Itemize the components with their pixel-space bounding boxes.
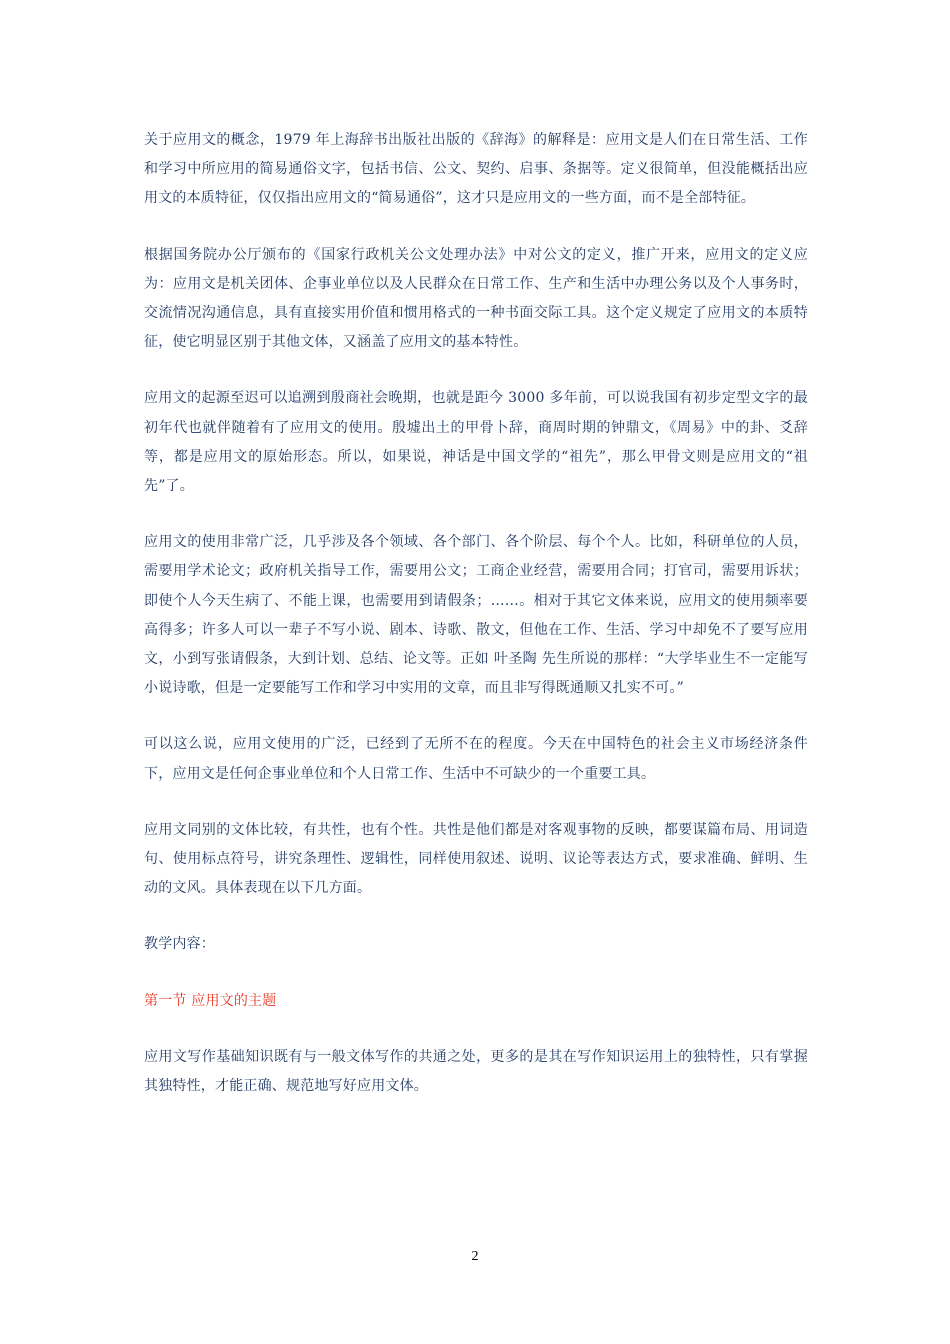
section-heading: 第一节 应用文的主题 <box>144 992 277 1009</box>
page-number: 2 <box>471 1249 479 1264</box>
paragraph-comparison: 应用文同别的文体比较，有共性，也有个性。共性是他们都是对客观事物的反映，都要谋篇布局、用词造句、使用标点符号，讲究条理性、逻辑性，同样使用叙述、说明、议论等表达方式，要求准确、鲜明、生动的文风。具体表现在以下几方面。 <box>144 821 808 897</box>
paragraph-teaching-content: 教学内容： <box>144 936 215 953</box>
paragraph-usage: 应用文的使用非常广泛，几乎涉及各个领域、各个部门、各个阶层、每个个人。比如，科研单位的人员，需要用学术论文；政府机关指导工作，需要用公文；工商企业经营，需要用合同；打官司，需要用诉状；即使个人今天生病了、不能上课，也需要用到请假条；……。相对于其它文体来说，应用文的使用频率要高得多；许多人可以一辈子不写小说、剧本、诗歌、散文，但他在工作、生活、学习中却免不了要写应用文，小到写张请假条，大到计划、总结、论文等。正如 叶圣陶 先生所说的那样：“大学毕业生不一定能写小说诗歌，但是一定要能写工作和学习中实用的文章，而且非写得既通顺又扎实不可。” <box>144 534 808 697</box>
paragraph-definition-official: 根据国务院办公厅颁布的《国家行政机关公文处理办法》中对公文的定义，推广开来，应用文的定义应为：应用文是机关团体、企事业单位以及人民群众在日常工作、生产和生活中办理公务以及个人事务时，交流情况沟通信息，具有直接实用价值和惯用格式的一种书面交际工具。这个定义规定了应用文的本质特征，使它明显区别于其他文体，又涵盖了应用文的基本特性。 <box>144 246 808 351</box>
paragraph-section-intro: 应用文写作基础知识既有与一般文体写作的共通之处，更多的是其在写作知识运用上的独特性，只有掌握其独特性，才能正确、规范地写好应用文体。 <box>144 1048 808 1095</box>
paragraph-definition-cihai: 关于应用文的概念，1979 年上海辞书出版社出版的《辞海》的解释是：应用文是人们在日常生活、工作和学习中所应用的简易通俗文字，包括书信、公文、契约、启事、条据等。定义很简单，但没能概括出应用文的本质特征，仅仅指出应用文的“简易通俗”，这才只是应用文的一些方面，而不是全部特征。 <box>144 132 808 207</box>
document-body <box>144 126 808 1128</box>
paragraph-ubiquity: 可以这么说，应用文使用的广泛，已经到了无所不在的程度。今天在中国特色的社会主义市场经济条件下，应用文是任何企事业单位和个人日常工作、生活中不可缺少的一个重要工具。 <box>144 736 808 782</box>
paragraph-origin: 应用文的起源至迟可以追溯到殷商社会晚期，也就是距今 3000 多年前，可以说我国有初步定型文字的最初年代也就伴随着有了应用文的使用。殷墟出土的甲骨卜辞，商周时期的钟鼎文，《周易》中的卦、爻辞等，都是应用文的原始形态。所以，如果说，神话是中国文学的“祖先”，那么甲骨文则是应用文的“祖先”了。 <box>144 390 808 495</box>
